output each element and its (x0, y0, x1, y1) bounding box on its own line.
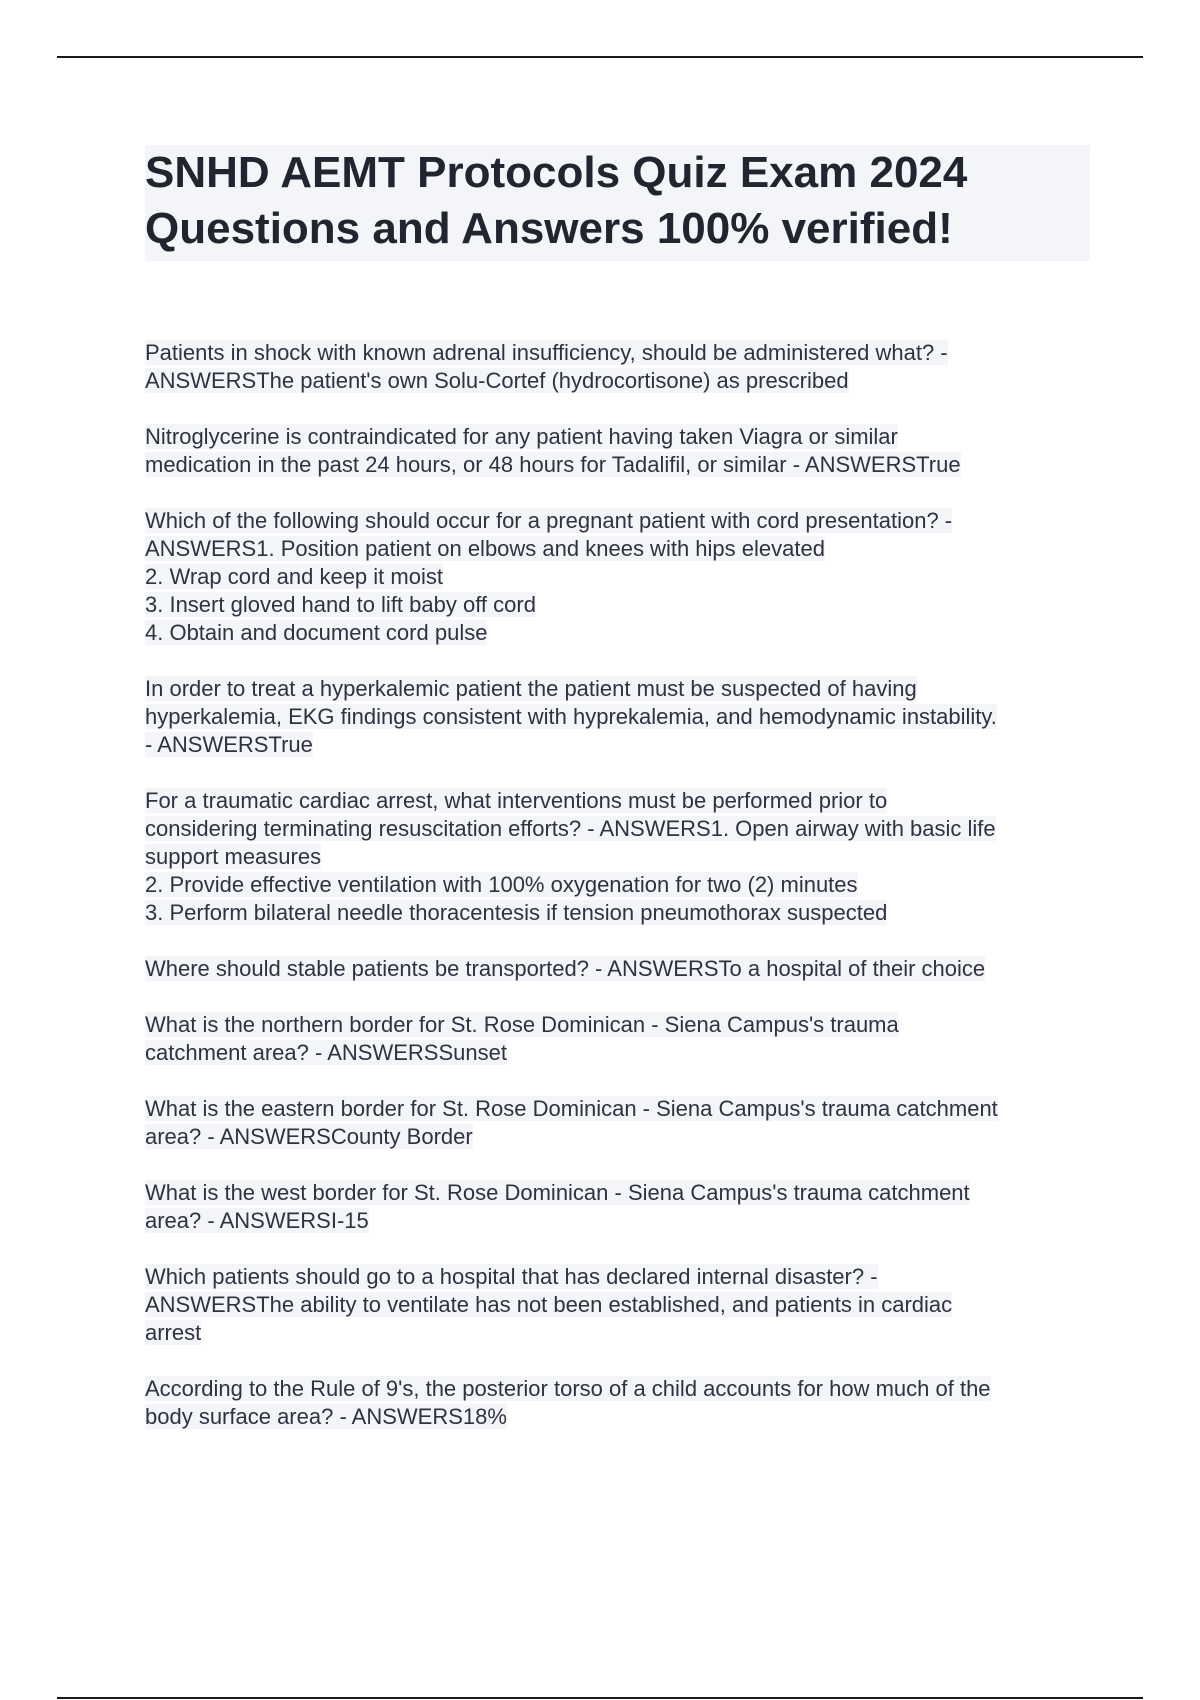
bottom-rule (57, 1697, 1143, 1699)
qa-line: In order to treat a hyperkalemic patient the patient must be suspected of having (145, 676, 917, 701)
qa-line: Which patients should go to a hospital that has declared internal disaster? - (145, 1264, 878, 1289)
qa-line: What is the eastern border for St. Rose Dominican - Siena Campus's trauma catchment (145, 1096, 998, 1121)
qa-line: support measures (145, 844, 322, 869)
qa-line: considering terminating resuscitation efforts? - ANSWERS1. Open airway with basic life (145, 816, 996, 841)
qa-line: - ANSWERSTrue (145, 732, 313, 757)
qa-line: According to the Rule of 9's, the posterior torso of a child accounts for how much of the (145, 1376, 991, 1401)
qa-line: arrest (145, 1320, 202, 1345)
qa-item-stable-transport (145, 955, 1095, 983)
qa-line: 2. Wrap cord and keep it moist (145, 564, 443, 589)
qa-line: Where should stable patients be transported? - ANSWERSTo a hospital of their choice (145, 956, 986, 981)
qa-item-internal-disaster (145, 1263, 1095, 1347)
title-line: SNHD AEMT Protocols Quiz Exam 2024 (145, 148, 968, 197)
qa-line: hyperkalemia, EKG findings consistent with hyprekalemia, and hemodynamic instability. (145, 704, 997, 729)
qa-line: Patients in shock with known adrenal insufficiency, should be administered what? - (145, 340, 948, 365)
qa-line: medication in the past 24 hours, or 48 hours for Tadalifil, or similar - ANSWERSTrue (145, 452, 961, 477)
qa-line: Nitroglycerine is contraindicated for any patient having taken Viagra or similar (145, 424, 898, 449)
qa-line: For a traumatic cardiac arrest, what interventions must be performed prior to (145, 788, 888, 813)
qa-line: ANSWERS1. Position patient on elbows and knees with hips elevated (145, 536, 825, 561)
qa-line: 3. Insert gloved hand to lift baby off cord (145, 592, 536, 617)
qa-item-west-border (145, 1179, 1095, 1235)
document-title (145, 145, 1090, 261)
qa-item-hyperkalemia (145, 675, 1095, 759)
qa-item-nitroglycerine (145, 423, 1095, 479)
qa-line: area? - ANSWERSCounty Border (145, 1124, 473, 1149)
qa-item-cord-presentation (145, 507, 1095, 647)
qa-line: What is the west border for St. Rose Dominican - Siena Campus's trauma catchment (145, 1180, 970, 1205)
qa-list (145, 339, 1095, 1459)
qa-line: 3. Perform bilateral needle thoracentesis if tension pneumothorax suspected (145, 900, 888, 925)
qa-line: ANSWERSThe patient's own Solu-Cortef (hydrocortisone) as prescribed (145, 368, 849, 393)
top-rule (57, 56, 1143, 58)
qa-item-rule-of-nines (145, 1375, 1095, 1431)
qa-item-eastern-border (145, 1095, 1095, 1151)
qa-line: catchment area? - ANSWERSSunset (145, 1040, 507, 1065)
qa-item-northern-border (145, 1011, 1095, 1067)
qa-item-traumatic-cardiac-arrest (145, 787, 1095, 927)
title-line: Questions and Answers 100% verified! (145, 204, 953, 253)
qa-line: body surface area? - ANSWERS18% (145, 1404, 507, 1429)
qa-item-adrenal-insufficiency (145, 339, 1095, 395)
qa-line: Which of the following should occur for a pregnant patient with cord presentation? - (145, 508, 953, 533)
qa-line: What is the northern border for St. Rose Dominican - Siena Campus's trauma (145, 1012, 899, 1037)
qa-line: ANSWERSThe ability to ventilate has not been established, and patients in cardiac (145, 1292, 953, 1317)
qa-line: area? - ANSWERSI-15 (145, 1208, 369, 1233)
qa-line: 2. Provide effective ventilation with 100% oxygenation for two (2) minutes (145, 872, 858, 897)
qa-line: 4. Obtain and document cord pulse (145, 620, 488, 645)
